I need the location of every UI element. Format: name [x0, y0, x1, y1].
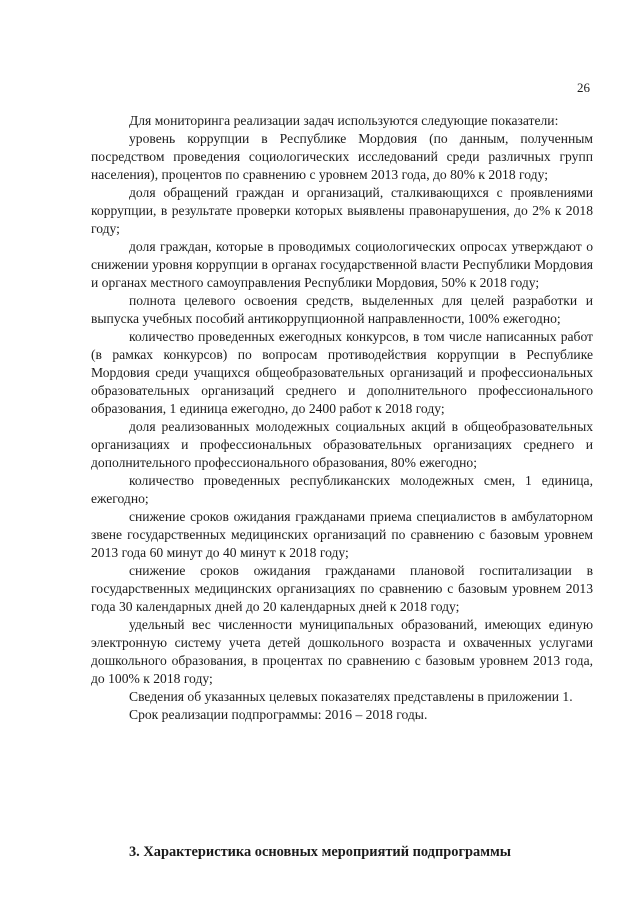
paragraph-intro: Для мониторинга реализации задач используются следующие показатели: [129, 113, 559, 128]
indicator-corruption-level: уровень коррупции в Республике Мордовия (по данным, полученным посредством проведения социологических исследований среди различных групп населения), процентов по сравнению с уровнем 2013 года, до 80% к 2018 году; [91, 131, 593, 182]
indicator-specialist-wait-time: снижение сроков ожидания гражданами приема специалистов в амбулаторном звене государственных медицинских организаций по сравнению с базовым уровнем 2013 года 60 минут до 40 минут к 2018 году; [91, 509, 593, 560]
indicator-youth-shifts-count: количество проведенных республиканских молодежных смен, 1 единица, ежегодно; [91, 473, 593, 506]
document-body [91, 112, 593, 724]
indicator-municipalities-share: удельный вес численности муниципальных образований, имеющих единую электронную систему учета детей дошкольного возраста и охваченных услугами дошкольного образования, в процентах по сравнению с базовым уровнем 2013 года, до 100% к 2018 году; [91, 617, 593, 686]
indicator-youth-actions-share: доля реализованных молодежных социальных акций в общеобразовательных организациях и профессиональных образовательных организациях среднего и дополнительного профессионального образования, 80% ежегодно; [91, 419, 593, 470]
indicator-funds-utilization: полнота целевого освоения средств, выделенных для целей разработки и выпуска учебных пособий антикоррупционной направленности, 100% ежегодно; [91, 293, 593, 326]
indicator-contests-count: количество проведенных ежегодных конкурсов, в том числе написанных работ (в рамках конкурсов) по вопросам противодействия коррупции в Республике Мордовия среди учащихся общеобразовательных организаций и профессиональных образовательных организаций среднего и дополнительного профессионального образования, 1 единица ежегодно, до 2400 работ к 2018 году; [91, 329, 593, 416]
indicator-citizens-share: доля граждан, которые в проводимых социологических опросах утверждают о снижении уровня коррупции в органах государственной власти Республики Мордовия и органах местного самоуправления Республики Мордовия, 50% к 2018 году; [91, 239, 593, 290]
indicator-appeals-share: доля обращений граждан и организаций, сталкивающихся с проявлениями коррупции, в результате проверки которых выявлены правонарушения, до 2% к 2018 году; [91, 185, 593, 236]
section-heading: 3. Характеристика основных мероприятий подпрограммы [128, 844, 512, 860]
page-number: 26 [577, 80, 590, 95]
paragraph-appendix-reference: Сведения об указанных целевых показателях представлены в приложении 1. [129, 689, 573, 704]
paragraph-implementation-period: Срок реализации подпрограммы: 2016 – 2018 годы. [129, 707, 428, 722]
indicator-hospitalization-wait-time: снижение сроков ожидания гражданами плановой госпитализации в государственных медицинских организациях по сравнению с базовым уровнем 2013 года 30 календарных дней до 20 календарных дней к 2018 году; [91, 563, 593, 614]
